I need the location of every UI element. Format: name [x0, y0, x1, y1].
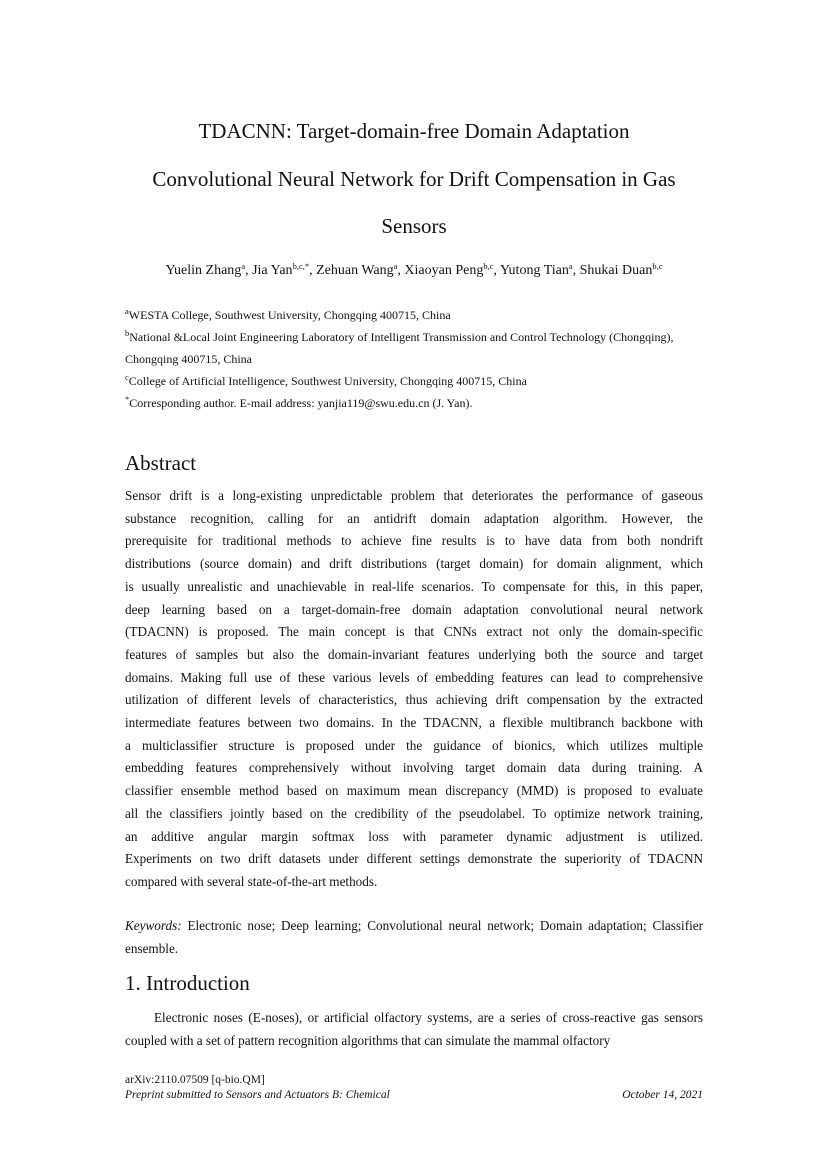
abstract-line: (TDACNN) is proposed. The main concept is that CNNs extract not only the domain-specific	[125, 624, 703, 640]
abstract-line: domains. Making full use of these various levels of embedding features can lead to comprehensive	[125, 669, 703, 685]
abstract-line: prerequisite for traditional methods to achieve fine results is to have data from both nondrift	[125, 533, 703, 549]
abstract-line: compared with several state-of-the-art methods.	[125, 873, 378, 889]
title-line: Sensors	[381, 214, 447, 238]
paper-title	[125, 108, 703, 251]
author: Xiaoyan Peng$^{b,c}$	[404, 261, 494, 278]
title-line: TDACNN: Target-domain-free Domain Adaptation	[198, 119, 630, 143]
keywords-text: Electronic nose; Deep learning; Convolutional neural network; Domain adaptation; Classifier ensemble.	[125, 918, 704, 956]
keywords	[125, 915, 703, 960]
abstract-text	[125, 485, 703, 894]
submission-date: October 14, 2021	[622, 1089, 703, 1101]
affiliation: $^b$National &Local Joint Engineering Laboratory of Intelligent Transmission and Control Technology (Chongqing), Chongqing 400715, China	[125, 328, 674, 366]
abstract-line: embedding features comprehensively without involving target domain data during training. A	[125, 760, 703, 776]
abstract-line: all the classifiers jointly based on the credibility of the pseudolabel. To optimize network training,	[125, 805, 703, 821]
abstract-line: distributions (source domain) and drift distributions (target domain) for domain alignment, which	[125, 556, 703, 572]
author: Yutong Tian$^a$	[500, 261, 573, 278]
abstract-line: features of samples but also the domain-invariant features underlying both the source and target	[125, 646, 703, 662]
abstract-line: deep learning based on a target-domain-free domain adaptation convolutional neural network	[125, 601, 703, 617]
abstract-line: Experiments on two drift datasets under different settings demonstrate the superiority of TDACNN	[125, 851, 703, 867]
abstract-heading: Abstract	[125, 451, 197, 475]
page-footer	[125, 1073, 703, 1103]
keywords-label: Keywords:	[125, 918, 182, 933]
abstract-line: a multiclassifier structure is proposed under the guidance of bionics, which utilizes multiple	[125, 737, 703, 753]
abstract-line: an additive angular margin softmax loss with parameter dynamic adjustment is utilized.	[125, 828, 703, 844]
affiliation-list	[125, 304, 703, 414]
author: Shukai Duan$^{b,c}$	[579, 261, 663, 278]
affiliation: $^a$WESTA College, Southwest University, Chongqing 400715, China	[125, 306, 451, 322]
affiliation: $^c$College of Artificial Intelligence, Southwest University, Chongqing 400715, China	[125, 372, 527, 388]
arxiv-id: arXiv:2110.07509 [q-bio.QM]	[125, 1074, 265, 1086]
introduction-heading: 1. Introduction	[125, 971, 250, 995]
abstract-line: utilization of different levels of characteristics, thus achieving drift compensation by the extracted	[125, 692, 703, 708]
abstract-line: intermediate features between two domains. In the TDACNN, a flexible multibranch backbone with	[125, 715, 703, 731]
author: Yuelin Zhang$^a$	[165, 261, 246, 278]
author: Jia Yan$^{b,c,*}$	[252, 261, 310, 278]
abstract-line: substance recognition, calling for an antidrift domain adaptation algorithm. However, the	[125, 510, 703, 526]
journal-note: Preprint submitted to Sensors and Actuators B: Chemical	[125, 1089, 390, 1101]
affiliation: *Corresponding author. E-mail address: yanjia119@swu.edu.cn (J. Yan).	[125, 394, 473, 410]
abstract-line: is usually unrealistic and unachievable in real-life scenarios. To compensate for this, in this paper,	[125, 578, 703, 594]
introduction-text: Electronic noses (E-noses), or artificial olfactory systems, are a series of cross-reactive gas sensors coupled with a set of pattern recognition algorithms that can simulate the mammal olfactory	[125, 1010, 703, 1048]
abstract-line: Sensor drift is a long-existing unpredictable problem that deteriorates the performance of gaseous	[125, 488, 703, 503]
author-list: Yuelin Zhang$^a$, Jia Yan$^{b,c,*}$, Zehuan Wang$^a$, Xiaoyan Peng$^{b,c}$, Yutong Tian$^a$, Shukai Duan$^{b,c}$	[165, 261, 663, 278]
author: Zehuan Wang$^a$	[316, 261, 398, 278]
title-line: Convolutional Neural Network for Drift Compensation in Gas	[152, 166, 676, 191]
abstract-line: classifier ensemble method based on maximum mean discrepancy (MMD) is proposed to evaluate	[125, 783, 703, 799]
